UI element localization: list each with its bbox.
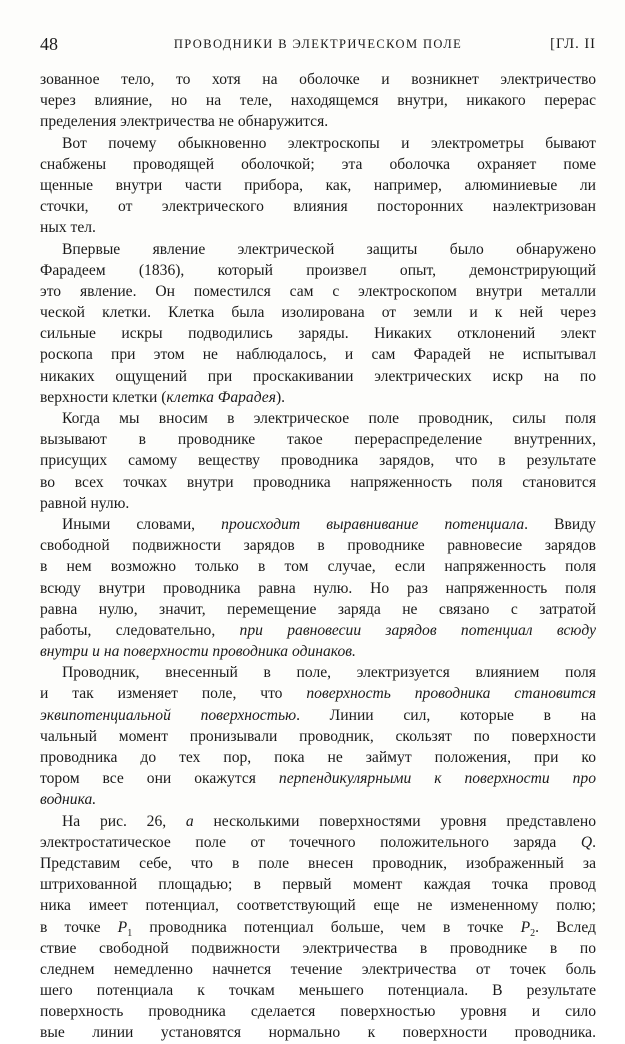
text-line: во всех точках внутри проводника напряженность поля становится (40, 473, 596, 491)
text-line: На рис. 26, а несколькими поверхностями уровня представлено (62, 812, 596, 830)
emphasis: Q (580, 833, 593, 851)
text-line: роскопа при этом не наблюдалось, и сам Фарадей не испытывал (40, 346, 596, 364)
subscript: 2 (530, 927, 536, 938)
text-line (40, 789, 596, 810)
text-line: проводника до тех пор, пока не займут положения, при ко (40, 749, 596, 766)
text-line: ческой клетки. Клетка была изолирована от земли и к ней через (40, 304, 596, 322)
text-line: электростатическое поле от точечного положительного заряда Q. (40, 833, 596, 851)
page-number: 48 (40, 34, 58, 54)
emphasis: водника. (40, 791, 97, 809)
text-line: вызывают в проводнике такое перераспределение внутренних, (40, 431, 596, 449)
text-line: снабжены проводящей оболочкой; эта оболочка охраняет поме (40, 155, 596, 173)
text-line: Фарадеем (1836), который произвел опыт, демонстрирующий (40, 261, 596, 279)
text-line: следнем немедленно начнется течение электричества от точек боль (40, 960, 596, 978)
text-line: всюду внутри проводника равна нулю. Но раз напряженность поля (40, 579, 596, 597)
text-line: штрихованной площадью; в первый момент каждая точка провод (40, 876, 596, 894)
text-line: равной нулю. (40, 494, 130, 512)
body-text (40, 69, 596, 1044)
text-line: эквипотенциальной поверхностью. Линии сил, которые в на (40, 706, 596, 724)
text-line: ствие свободной подвижности электричества в проводнике в по (40, 939, 596, 957)
text-line: сточки, от электрического влияния посторонних наэлектризован (40, 198, 596, 216)
text-line: в точке $P_1$ проводника потенциал больше, чем в точке $P_2$. Вслед (40, 918, 596, 938)
text-line: пределения электричества не обнаружится. (40, 113, 329, 131)
text-line: Впервые явление электрической защиты было обнаружено (62, 240, 596, 258)
text-line: тором все они окажутся перпендикулярными к поверхности про (40, 770, 596, 788)
text-line: верхности клетки (клетка Фарадея). (40, 388, 286, 406)
emphasis: клетка Фарадея (166, 388, 276, 406)
text-line (40, 641, 596, 662)
subscript: 1 (127, 927, 133, 938)
emphasis: происходит выравнивание потенциала (221, 515, 525, 533)
running-title: ПРОВОДНИКИ В ЭЛЕКТРИЧЕСКОМ ПОЛЕ (173, 37, 463, 51)
text-line: Вот почему обыкновенно электроскопы и электрометры бывают (62, 134, 596, 152)
emphasis: при равновесии зарядов потенциал всюду (239, 621, 596, 639)
text-line: Представим себе, что в поле внесен проводник, изображенный за (40, 854, 596, 872)
emphasis: эквипотенциальной поверхностью (40, 706, 297, 724)
text-line: щенные внутри части прибора, как, например, алюминиевые ли (40, 176, 596, 194)
chapter-marker: [ГЛ. II (550, 36, 596, 52)
text-line: ных тел. (40, 219, 96, 237)
text-line: в нем возможно только в том случае, если напряженность поля (40, 558, 596, 576)
text-line: работы, следовательно, при равновесии зарядов потенциал всюду (40, 621, 596, 639)
text-line: зованное тело, то хотя на оболочке и возникнет электричество (40, 71, 596, 88)
text-line: Иными словами, происходит выравнивание потенциала. Ввиду (62, 515, 596, 533)
text-line: равна нулю, значит, перемещение заряда не связано с затратой (40, 600, 596, 618)
text-line: свободной подвижности зарядов в проводнике равновесие зарядов (40, 537, 596, 555)
text-line: никаких ощущений при проскакивании электрических искр на по (40, 367, 596, 385)
text-line: сильные искры подводились заряды. Никаких отклонений элект (40, 325, 596, 343)
text-line: Когда мы вносим в электрическое поле проводник, силы поля (62, 410, 596, 427)
emphasis: перпендикулярными к поверхности про (278, 770, 596, 788)
symbol: P (117, 918, 128, 936)
text-line: ника имеет потенциал, соответствующий еще не измененному полю; (40, 897, 596, 915)
emphasis: поверхность проводника становится (306, 685, 596, 703)
emphasis: а (185, 812, 194, 830)
emphasis: внутри и на поверхности проводника одинаков. (40, 643, 356, 661)
running-header (40, 34, 596, 56)
text-line: поверхность проводника сделается поверхностью уровня и сило (40, 1003, 596, 1021)
text-line: присущих самому веществу проводника зарядов, что в результате (40, 452, 596, 470)
text-line: вые линии установятся нормально к поверхности проводника. (40, 1024, 596, 1042)
text-line: это явление. Он поместился сам с электроскопом внутри металли (40, 282, 596, 300)
text-line: через влияние, но на теле, находящемся внутри, никакого перерас (40, 92, 596, 110)
text-line: Проводник, внесенный в поле, электризуется влиянием поля (62, 664, 596, 682)
symbol: P (520, 918, 531, 936)
text-line: чальный момент пронизывали проводник, скользят по поверхности (40, 727, 596, 745)
text-line: и так изменяет поле, что поверхность проводника становится (40, 685, 596, 703)
text-line: шего потенциала к точкам меньшего потенциала. В результате (40, 982, 596, 1000)
